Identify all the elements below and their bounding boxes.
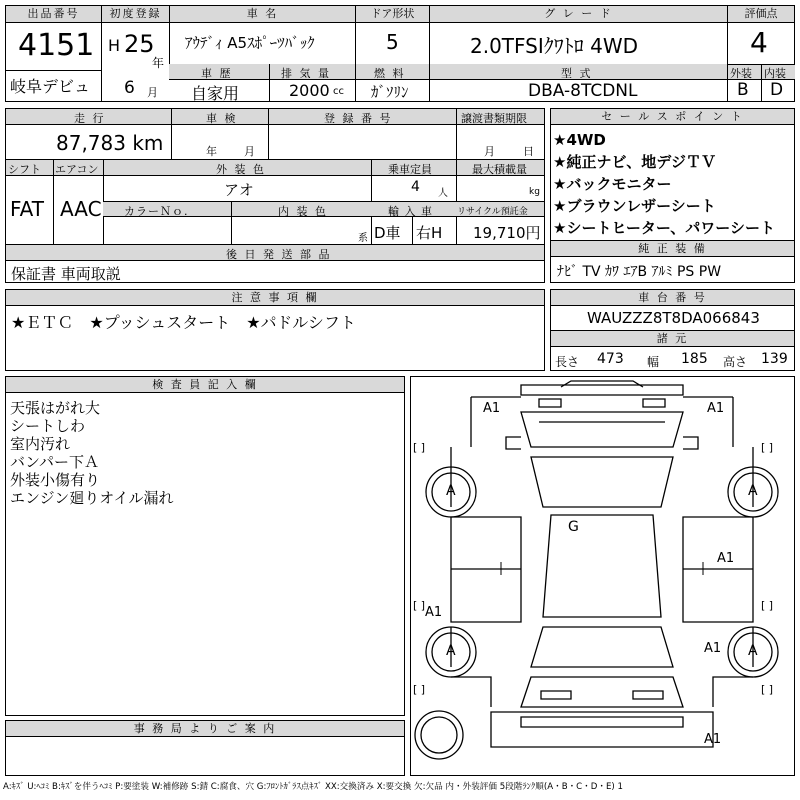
height-value: 139: [761, 351, 788, 367]
damage-mark: A: [748, 483, 758, 499]
color-no-label: カラーＮｏ.: [124, 205, 189, 218]
transfer-month-unit: 月: [484, 145, 495, 158]
color-value: アオ: [224, 181, 254, 199]
doors-value: 5: [386, 30, 399, 54]
dims-label: 諸 元: [551, 331, 794, 347]
capacity-value: 4: [411, 179, 420, 195]
month-unit: 月: [147, 86, 158, 99]
car-name: ｱｳﾃﾞｨ A5ｽﾎﾟｰﾂﾊﾞｯｸ: [185, 34, 315, 52]
damage-mark: A: [446, 483, 456, 499]
score-label: 評価点: [728, 6, 794, 23]
damage-mark: A1: [704, 641, 722, 656]
insp-month-unit: 月: [244, 145, 255, 158]
model-label: 型 式: [561, 67, 593, 80]
dims-box: [550, 330, 795, 371]
chassis-label: 車 台 番 号: [551, 290, 794, 306]
score-value: 4: [750, 26, 768, 59]
history-value: 自家用: [191, 84, 240, 103]
length-value: 473: [597, 351, 624, 367]
transfer-day-unit: 日: [523, 145, 534, 158]
year-unit: 年: [152, 56, 165, 70]
inspector-line: シートしわ: [10, 417, 86, 435]
ext-label: 外装: [730, 67, 752, 80]
ext-score: B: [737, 80, 749, 100]
int-label: 内装: [764, 67, 786, 80]
ac-label: エアコン: [55, 163, 99, 176]
spec-block: [5, 108, 545, 283]
inspection-label: 車 検: [206, 112, 238, 125]
shift-value: FAT: [10, 197, 45, 221]
lot-cell: [6, 6, 101, 101]
header-block: [5, 5, 795, 102]
width-label: 幅: [647, 355, 660, 369]
doors-label: ドア形状: [356, 6, 429, 23]
length-label: 長さ: [555, 355, 580, 369]
mileage-label: 走 行: [74, 112, 106, 125]
import-steer: 右H: [416, 224, 443, 242]
bracket: [ ]: [761, 599, 774, 612]
damage-mark: G: [568, 519, 579, 535]
bracket: [ ]: [413, 441, 426, 454]
car-diagram: [410, 376, 795, 776]
lot-label: 出品番号: [6, 6, 101, 23]
doors-cell: [355, 6, 429, 64]
reg-month: 6: [124, 78, 135, 98]
grade-label: グ レ ー ド: [430, 6, 727, 23]
later-parts-label: 後 日 発 送 部 品: [226, 248, 332, 261]
bracket: [ ]: [761, 683, 774, 696]
car-name-cell: [169, 6, 355, 64]
car-outline: [411, 377, 794, 775]
load-label: 最大積載量: [472, 163, 527, 176]
height-label: 高さ: [723, 355, 748, 369]
model-value: DBA-8TCDNL: [528, 81, 638, 101]
office-label: 事 務 局 よ り ご 案 内: [6, 721, 404, 737]
shift-label: シフト: [8, 163, 41, 176]
displacement-label: 排 気 量: [281, 67, 331, 80]
reg-no-label: 登 録 番 号: [324, 112, 393, 125]
sales-points-box: [550, 108, 795, 241]
sales-point-item: ★ブラウンレザーシート: [553, 197, 716, 215]
notes-box: [5, 289, 545, 371]
recycle-label: リサイクル預託金: [457, 207, 528, 217]
sales-point-item: ★4WD: [553, 131, 606, 149]
width-value: 185: [681, 351, 708, 367]
int-score: D: [770, 80, 784, 100]
ac-value: AAC: [60, 197, 102, 221]
sales-points-label: セ ー ル ス ポ イ ン ト: [551, 109, 794, 125]
chassis-value: WAUZZZ8T8DA066843: [587, 309, 760, 327]
inspector-line: 外装小傷有り: [10, 471, 101, 489]
notes-value: ★ＥＴＣ ★プッシュスタート ★パドルシフト: [11, 313, 356, 332]
inspector-line: 天張はがれ大: [10, 399, 101, 417]
mileage-value: 87,783 km: [56, 131, 164, 155]
era: H: [108, 36, 121, 55]
first-reg-cell: [101, 6, 169, 101]
load-unit: kg: [529, 187, 540, 197]
fuel-value: ｶﾞｿﾘﾝ: [371, 83, 409, 101]
displacement-value: 2000: [289, 81, 330, 100]
legend: A:ｷｽﾞ U:ﾍｺﾐ B:ｷｽﾞを伴うﾍｺﾐ P:要塗装 W:補修跡 S:錆 C:腐食、穴 G:ﾌﾛﾝﾄｶﾞﾗｽ点ｷｽﾞ XX:交換済み X:要交換 欠:欠品 内・外装評価 5段階ﾗﾝｸ順(A・B・C・D・E) 1: [3, 782, 623, 792]
damage-mark: A1: [707, 401, 725, 416]
equipment-box: [550, 240, 795, 283]
capacity-unit: 人: [438, 188, 448, 199]
insp-year-unit: 年: [206, 145, 217, 158]
bracket: [ ]: [761, 441, 774, 454]
inspector-label: 検 査 員 記 入 欄: [6, 377, 404, 393]
import-label: 輸 入 車: [388, 205, 433, 218]
damage-mark: A1: [425, 605, 443, 620]
damage-mark: A1: [704, 732, 722, 747]
color-label: 外 装 色: [216, 163, 266, 176]
damage-mark: A: [446, 643, 456, 659]
venue: 岐阜デビュ: [10, 77, 91, 96]
damage-mark: A1: [717, 551, 735, 566]
later-parts-value: 保証書 車両取説: [11, 265, 121, 283]
equipment-label: 純 正 装 備: [551, 241, 794, 257]
lot-number: 4151: [18, 28, 95, 63]
import-side: D車: [374, 224, 401, 242]
chassis-box: [550, 289, 795, 331]
reg-year: 25: [124, 30, 155, 58]
displacement-unit: cc: [333, 86, 344, 97]
interior-suffix: 系: [358, 233, 368, 244]
office-box: [5, 720, 405, 776]
sales-point-item: ★純正ナビ、地デジＴＶ: [553, 153, 716, 171]
recycle-value: 19,710円: [473, 224, 541, 242]
capacity-label: 乗車定員: [388, 163, 432, 176]
grade-value: 2.0TFSIｸﾜﾄﾛ 4WD: [470, 34, 639, 58]
sales-point-item: ★バックモニター: [553, 175, 672, 193]
score-cell: [727, 6, 794, 101]
inspector-box: [5, 376, 405, 716]
equipment-value: ﾅﾋﾞ TV ｶﾜ ｴｱB ｱﾙﾐ PS PW: [557, 264, 722, 280]
sales-point-item: ★シートヒーター、パワーシート: [553, 219, 775, 237]
bracket: [ ]: [413, 683, 426, 696]
damage-mark: A: [748, 643, 758, 659]
inspector-line: バンパー下Ａ: [10, 453, 99, 471]
notes-label: 注 意 事 項 欄: [6, 290, 544, 306]
car-name-label: 車 名: [170, 6, 355, 23]
interior-label: 内 装 色: [278, 205, 328, 218]
inspector-line: エンジン廻りオイル漏れ: [10, 489, 174, 507]
damage-mark: A1: [483, 401, 501, 416]
fuel-label: 燃 料: [374, 67, 406, 80]
inspector-line: 室内汚れ: [10, 435, 71, 453]
grade-cell: [429, 6, 727, 64]
first-reg-label: 初度登録: [102, 6, 169, 23]
bracket: [ ]: [413, 599, 426, 612]
history-label: 車 歴: [201, 67, 233, 80]
transfer-label: 譲渡書類期限: [461, 112, 527, 125]
